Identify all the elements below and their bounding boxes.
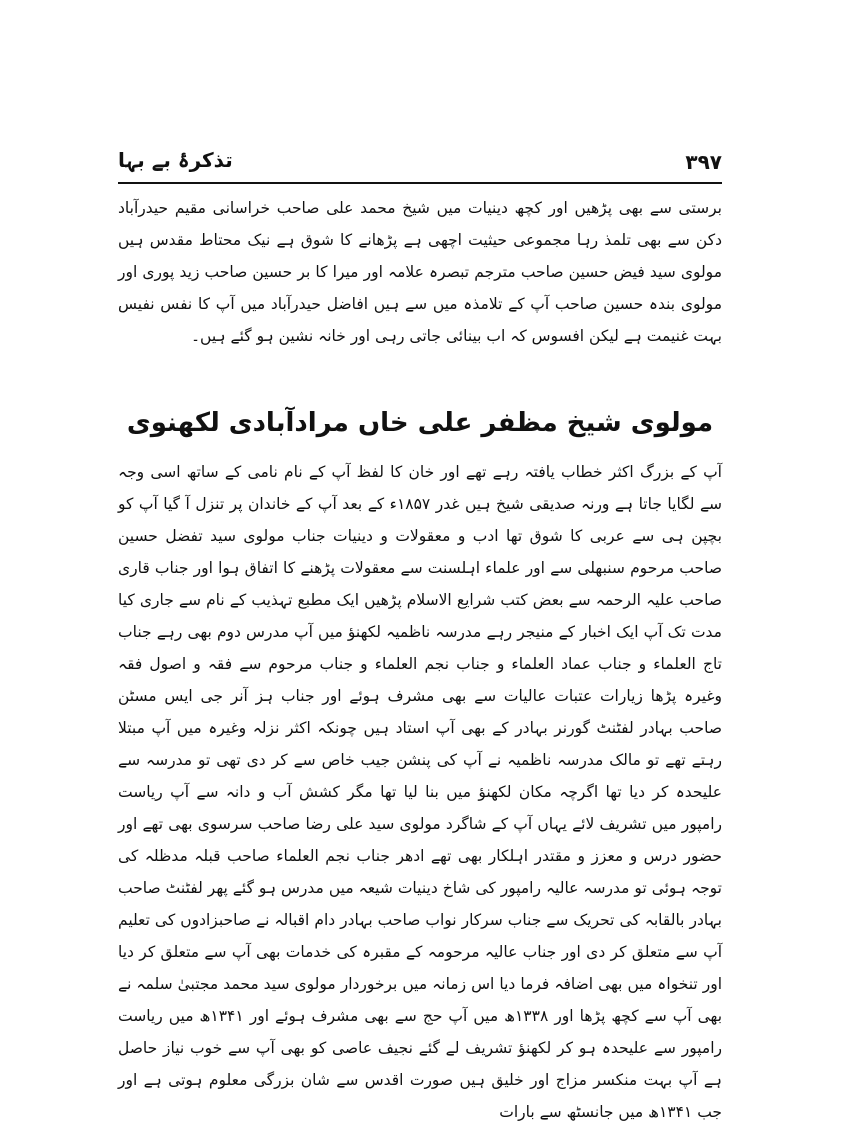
running-title: تذکرۂ بے بہا bbox=[118, 148, 233, 172]
paragraph-continued bbox=[118, 192, 722, 345]
page-number: ۳۹۷ bbox=[685, 150, 722, 174]
biography-paragraph bbox=[118, 456, 723, 1121]
paragraph-text: آپ کے بزرگ اکثر خطاب یافتہ رہے تھے اور خان کا لفظ آپ کے نام نامی کے ساتھ اسی وجہ سے لگایا جاتا ہے ورنہ صدیقی شیخ ہیں غدر ۱۸۵۷ء کے بعد آپ کے خاندان پر تنزل آ گیا آپ کو بچپن ہی سے عربی کا شوق تھا ادب و معقولات و دینیات جناب مولوی سید تفضل حسین صاحب مرحوم سنبھلی سے اور علماء اہلسنت سے معقولات پڑھنے کا اتفاق ہوا اور جناب قاری صاحب علیہ الرحمہ سے بعض کتب شرایع الاسلام پڑھیں ایک مطبع تہذیب کے نام سے جاری کیا مدت تک آپ ایک اخبار کے منیجر رہے مدرسہ ناظمیہ لکھنؤ میں آپ مدرس دوم بھی رہے جناب تاج العلماء و جناب عماد العلماء و جناب نجم العلماء و جناب مرحوم سے فقہ و اصول فقہ وغیرہ پڑھا زیارات عتبات عالیات سے بھی مشرف ہوئے اور جناب ہز آنر جی ایس مسٹن صاحب بہادر لفٹنٹ گورنر بہادر کے بھی آپ استاد ہیں چونکہ اکثر نزلہ وغیرہ میں آپ مبتلا رہتے تھے تو مالک مدرسہ ناظمیہ نے آپ کی پنشن جیب خاص سے کر دی تھی تو مدرسہ سے علیحدہ کر دیا تھا اگرچہ مکان لکھنؤ میں بنا لیا تھا مگر کشش آب و دانہ سے آپ ریاست رامپور میں تشریف لائے یہاں آپ کے شاگرد مولوی سید علی رضا صاحب سرسوی بھی تھے اور حضور درس و معزز و مقتدر اہلکار بھی تھے ادھر جناب نجم العلماء صاحب قبلہ مدظلہ کی توجہ ہوئی تو مدرسہ عالیہ رامپور کی شاخ دینیات شیعہ میں مدرس ہو گئے پھر لفٹنٹ صاحب بہادر بالقابہ کی تحریک سے جناب سرکار نواب صاحب بہادر دام اقبالہ نے صاحبزادوں کی تعلیم آپ سے متعلق کر دی اور جناب عالیہ مرحومہ کے مقبرہ کی خدمات بھی آپ سے متعلق کر دیا اور تنخواہ میں بھی اضافہ فرما دیا اس زمانہ میں برخوردار مولوی سید محمد مجتبیٰ سلمہ نے بھی آپ سے کچھ پڑھا اور ۱۳۳۸ھ میں آپ حج سے بھی مشرف ہوئے اور ۱۳۴۱ھ میں ریاست رامپور سے علیحدہ ہو کر لکھنؤ تشریف لے گئے نجیف عاصی کو بھی آپ سے خوب نیاز حاصل ہے آپ بہت منکسر مزاج اور خلیق ہیں صورت اقدس سے شان بزرگی معلوم ہوتی ہے اور جب ۱۳۴۱ھ میں جانسٹھ سے بارات bbox=[118, 463, 723, 1121]
paragraph-text: برستی سے بھی پڑھیں اور کچھ دینیات میں شیخ محمد علی صاحب خراسانی مقیم حیدرآباد دکن سے بھی تلمذ رہا مجموعی حیثیت اچھی ہے پڑھانے کا شوق ہے نیک محتاط مقدس ہیں مولوی سید فیض حسین صاحب مترجم تبصرہ علامہ اور میرا کا بر حسین صاحب زید پوری اور مولوی بندہ حسین صاحب آپ کے تلامذہ میں سے ہیں افاضل حیدرآباد میں آپ کا نفس نفیس بہت غنیمت ہے لیکن افسوس کہ اب بینائی جاتی رہی اور خانہ نشین ہو گئے ہیں۔ bbox=[118, 199, 722, 345]
section-heading: مولوی شیخ مظفر علی خاں مرادآبادی لکھنوی bbox=[126, 408, 714, 438]
page-header bbox=[118, 146, 722, 184]
